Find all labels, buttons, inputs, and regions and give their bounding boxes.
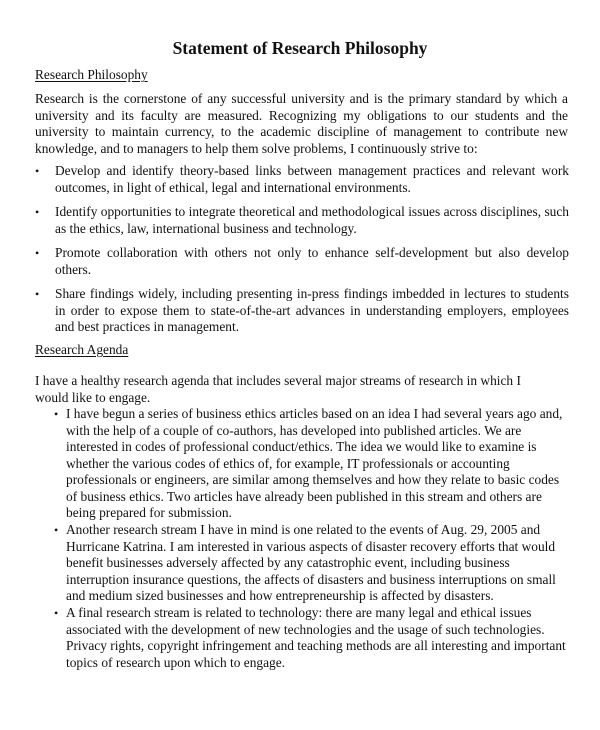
section-heading-research-agenda: Research Agenda (35, 342, 129, 357)
bullet-icon: • (54, 606, 59, 620)
list-item-text: Share findings widely, including presenting in-press findings imbedded in lectures to students in order to expose them to state-of-the-art advances in understanding employers, employees and best practices in management. (55, 286, 569, 334)
bullet-icon: • (54, 407, 59, 421)
list-item-text: Develop and identify theory-based links between management practices and relevant work outcomes, in light of ethical, legal and international environments. (55, 163, 569, 195)
section-heading-research-philosophy: Research Philosophy (35, 67, 148, 82)
bullet-icon: • (35, 246, 40, 260)
document-title: Statement of Research Philosophy (172, 38, 428, 58)
list-item-text: A final research stream is related to technology: there are many legal and ethical issues associated with the development of new technologies and the usage of such technologies. Privacy rights, copyright infringement and teaching methods are all interesting and important topics of research upon which to engage. (66, 605, 566, 670)
bullet-icon: • (54, 523, 59, 537)
list-item-text: I have begun a series of business ethics articles based on an idea I had several years ago and, with the help of a couple of co-authors, has developed into published articles. We are interested in codes of professional conduct/ethics. The idea we would like to examine is whether the various codes of ethics of, for example, IT professionals or accounting professionals or engineers, are similar among themselves and how they relate to basic codes of business ethics. Two articles have already been published in this stream and others are being prepared for submission. (66, 406, 563, 520)
list-item-text: Another research stream I have in mind is one related to the events of Aug. 29, 2005 and Hurricane Katrina. I am interested in various aspects of disaster recovery efforts that would benefit businesses adversely affected by any catastrophic event, including business interruption insurance questions, the affects of disasters and business interruptions on small and medium sized businesses and how entrepreneurship is affected by disasters. (66, 522, 556, 603)
section-intro-research-agenda: I have a healthy research agenda that includes several major streams of research in which I would like to engage. (35, 373, 521, 405)
list-item-text: Promote collaboration with others not only to enhance self-development but also develop others. (55, 245, 569, 277)
bullet-icon: • (35, 164, 40, 178)
list-item-text: Identify opportunities to integrate theoretical and methodological issues across disciplines, such as the ethics, law, international business and technology. (55, 204, 569, 236)
section-intro-research-philosophy: Research is the cornerstone of any successful university and is the primary standard by which a university and its faculty are measured. Recognizing my obligations to our students and the university to maintain currency, to the academic discipline of management to contribute new knowledge, and to managers to help them solve problems, I continuously strive to: (35, 91, 568, 156)
bullet-icon: • (35, 205, 40, 219)
bullet-icon: • (35, 287, 40, 301)
